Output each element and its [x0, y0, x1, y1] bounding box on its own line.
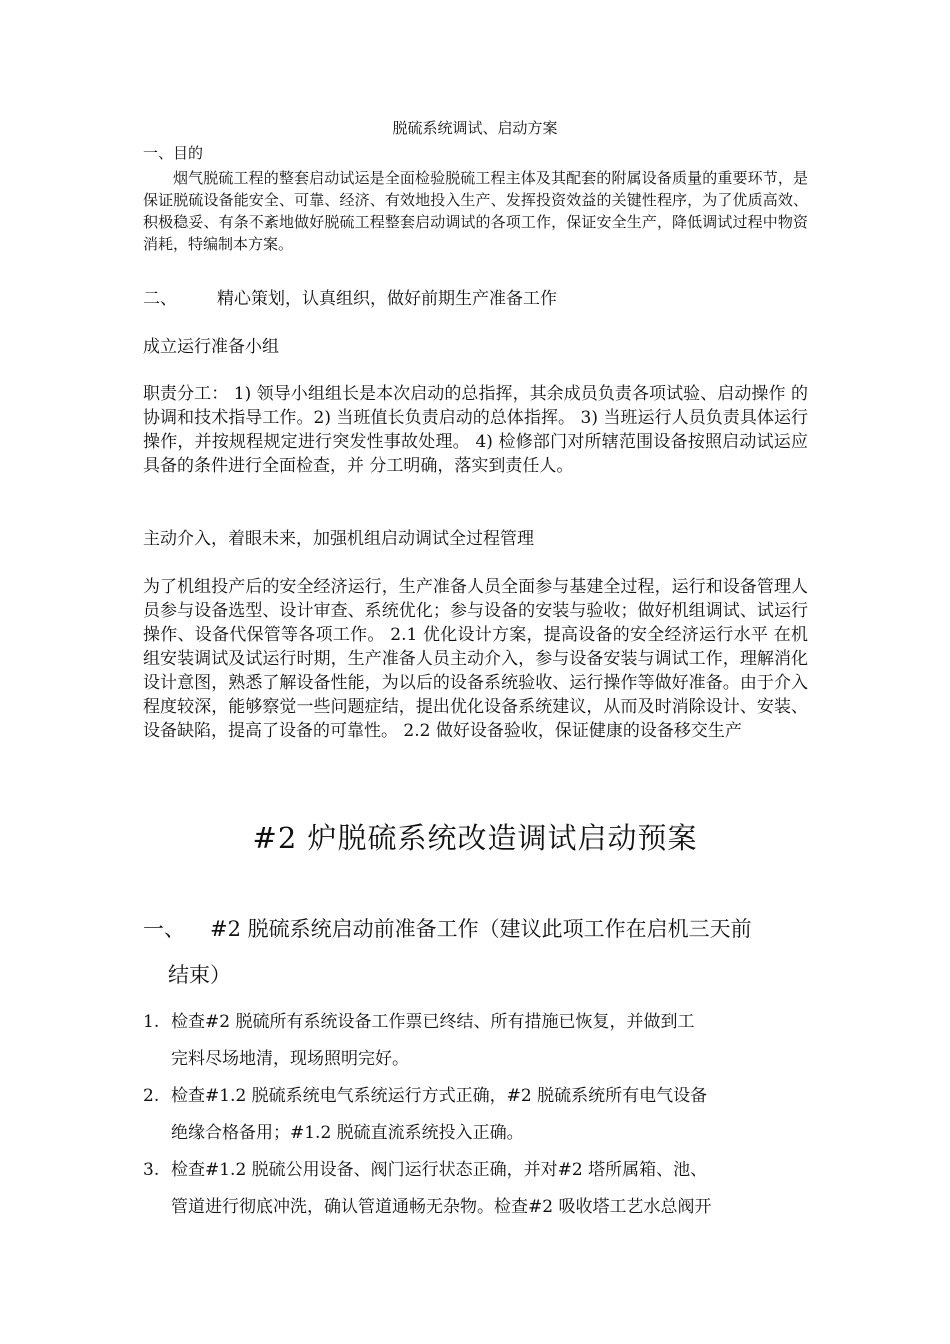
list-item-line1: 检查#1.2 脱硫公用设备、阀门运行状态正确，并对#2 塔所属箱、池、 — [171, 1160, 708, 1180]
list-item-line2: 完料尽场地清，现场照明完好。 — [171, 1049, 409, 1069]
list-item-line1: 检查#2 脱硫所有系统设备工作票已终结、所有措施已恢复，并做到工 — [171, 1012, 695, 1032]
group-heading: 成立运行准备小组 — [143, 337, 279, 357]
list-item-number: 1. — [143, 1012, 160, 1032]
active-paragraph: 为了机组投产后的安全经济运行，生产准备人员全面参与基建全过程，运行和设备管理人员参与设备选型、设计审查、系统优化；参与设备的安装与验收；做好机组调试、试运行操作、设备代保管等各项工作。 2.1 优化设计方案，提高设备的安全经济运行水平 在机组安装调试及试运行时期，生产准备人员主动介入，参与设备安装与调试工作，理解消化设计意图，熟悉了解设备性能，为以后的设备系统验收、运行操作等做好准备。由于介入程度较深，能够察觉一些问题症结，提出优化设备系统建议，从而及时消除设计、安装、设备缺陷，提高了设备的可靠性。 2.2 做好设备验收，保证健康的设备移交生产 — [143, 577, 808, 741]
section-2-number: 二、 — [143, 289, 177, 309]
active-heading: 主动介入，着眼未来，加强机组启动调试全过程管理 — [143, 529, 534, 549]
plan-title: #2 炉脱硫系统改造调试启动预案 — [252, 821, 698, 855]
section-2-title: 精心策划，认真组织，做好前期生产准备工作 — [217, 289, 557, 309]
plan-heading-continuation: 结束） — [168, 963, 231, 987]
duties-paragraph: 职责分工： 1) 领导小组组长是本次启动的总指挥，其余成员负责各项试验、启动操作 的协调和技术指导工作。2) 当班值长负责启动的总体指挥。 3) 当班运行人员负责具体运行操作，并按规程规定进行突发性事故处理。 4) 检修部门对所辖范围设备按照启动试运应具备的条件进行全面检查，并 分工明确，落实到责任人。 — [143, 384, 808, 476]
list-item — [143, 1078, 808, 1152]
section-2-heading — [143, 287, 557, 311]
document-title: 脱硫系统调试、启动方案 — [392, 119, 558, 137]
list-item-number: 3. — [143, 1160, 160, 1180]
list-item-line2: 管道进行彻底冲洗，确认管道通畅无杂物。检查#2 吸收塔工艺水总阀开 — [171, 1197, 712, 1217]
list-item-line1: 检查#1.2 脱硫系统电气系统运行方式正确，#2 脱硫系统所有电气设备 — [171, 1086, 708, 1106]
list-item — [143, 1152, 808, 1226]
list-item — [143, 1004, 808, 1078]
list-item-line2: 绝缘合格备用；#1.2 脱硫直流系统投入正确。 — [171, 1123, 524, 1143]
section-1-paragraph: 烟气脱硫工程的整套启动试运是全面检验脱硫工程主体及其配套的附属设备质量的重要环节，是保证脱硫设备能安全、可靠、经济、有效地投入生产、发挥投资效益的关键性程序，为了优质高效、积极稳妥、有条不紊地做好脱硫工程整套启动调试的各项工作，保证安全生产，降低调试过程中物资消耗，特编制本方案。 — [143, 169, 808, 253]
list-item-number: 2. — [143, 1086, 160, 1106]
plan-heading-text: #2 脱硫系统启动前准备工作（建议此项工作在启机三天前 — [210, 917, 752, 941]
section-1-heading: 一、目的 — [143, 144, 204, 162]
plan-heading-number: 一、 — [143, 917, 185, 941]
